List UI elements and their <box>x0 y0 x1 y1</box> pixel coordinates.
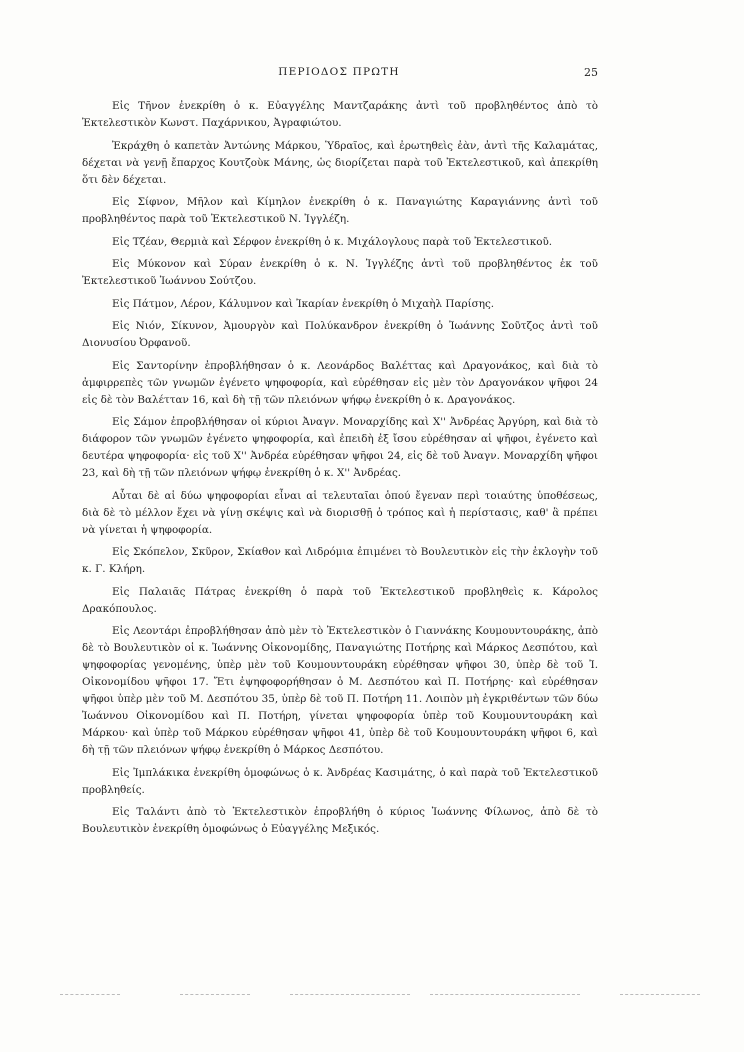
paragraph: Εἰς Ἰμπλάκικα ἐνεκρίθη ὁμοφώνως ὁ κ. Ἀνδρέας Κασιμάτης, ὁ καὶ παρὰ τοῦ Ἐκτελεστικοῦ προβληθείς. <box>82 766 598 796</box>
paragraph: Εἰς Τζέαν, Θερμιὰ καὶ Σέρφον ἐνεκρίθη ὁ κ. Μιχάλογλους παρὰ τοῦ Ἐκτελεστικοῦ. <box>112 235 553 248</box>
paragraph: Εἰς Σαντορίνην ἐπροβλήθησαν ὁ κ. Λεονάρδος Βαλέττας καὶ Δραγονάκος, καὶ διὰ τὸ ἀμφιρρεπὲς τῶν γνωμῶν ἐγένετο ψηφοφορία, καὶ εὑρέθησαν εἰς μὲν τὸν Δραγονάκον ψῆφοι 24 εἰς δὲ τὸν Βαλέτταν 16, καὶ δὴ τῇ τῶν πλειόνων ψήφῳ ἐνεκρίθη ὁ κ. Δραγονάκος. <box>82 359 598 406</box>
footer-rule <box>430 994 580 995</box>
footer-rule <box>620 994 700 995</box>
body-text <box>82 98 598 844</box>
paragraph: Εἰς Ταλάντι ἀπὸ τὸ Ἐκτελεστικὸν ἐπροβλήθη ὁ κύριος Ἰωάννης Φίλωνος, ἀπὸ δὲ τὸ Βουλευτικὸν ἐνεκρίθη ὁμοφώνως ὁ Εὐαγγέλης Μεξικός. <box>82 806 598 835</box>
paragraph: Εἰς Λεοντάρι ἐπροβλήθησαν ἀπὸ μὲν τὸ Ἐκτελεστικὸν ὁ Γιαννάκης Κουμουντουράκης, ἀπὸ δὲ τὸ Βουλευτικὸν οἱ κ. Ἰωάννης Οἰκονομίδης, Παναγιώτης Ποτήρης καὶ Μάρκος Δεσπότου, καὶ ψηφοφορίας γενομένης, ὑπὲρ μὲν τοῦ Κουμουντουράκη εὑρέθησαν ψῆφοι 30, ὑπὲρ δὲ τοῦ Ἰ. Οἰκονομίδου ψῆφοι 17. Ἔτι ἐψηφοφορήθησαν ὁ Μ. Δεσπότου καὶ Π. Ποτήρης· καὶ εὑρέθησαν ψῆφοι ὑπὲρ μὲν τοῦ Μ. Δεσπότου 35, ὑπὲρ δὲ τοῦ Π. Ποτήρη 11. Λοιπὸν μὴ ἐγκριθέντων τῶν δύω Ἰωάννου Οἰκονομίδου καὶ Π. Ποτήρη, γίνεται ψηφοφορία ὑπὲρ τοῦ Κουμουντουράκη καὶ Μάρκου· καὶ ὑπὲρ τοῦ Μάρκου εὑρέθησαν ψῆφοι 41, ὑπὲρ δὲ τοῦ Κουμουντουράκη ψῆφοι 6, καὶ δὴ τῇ τῶν πλειόνων ψήφῳ ἐνεκρίθη ὁ Μάρκος Δεσπότου. <box>82 625 598 756</box>
footer-rule <box>290 994 410 995</box>
paragraph: Αὗται δὲ αἱ δύω ψηφοφορίαι εἶναι αἱ τελευταῖαι ὁπού ἔγεναν περὶ τοιαύτης ὑποθέσεως, διὰ δὲ τὸ μέλλον ἔχει νὰ γίνῃ σκέψις καὶ νὰ διορισθῇ ὁ τρόπος καὶ ἡ περίστασις, καθ' ἃ πρέπει νὰ γίνεται ἡ ψηφοφορία. <box>82 489 598 536</box>
paragraph: Εἰς Σάμον ἐπροβλήθησαν οἱ κύριοι Ἀναγν. Μοναρχίδης καὶ Χ'' Ἀνδρέας Ἀργύρη, καὶ διὰ τὸ διάφορον τῶν γνωμῶν ἐγένετο ψηφοφορία, καὶ ἐπειδὴ ἐξ ἴσου εὑρέθησαν αἱ ψῆφοι, ἐγένετο καὶ δευτέρα ψηφοφορία· εἰς τοῦ Χ'' Ἀνδρέα εὑρέθησαν ψῆφοι 24, εἰς δὲ τοῦ Ἀναγν. Μοναρχίδη ψῆφοι 23, καὶ δὴ τῇ τῶν πλειόνων ψήφῳ ἐνεκρίθη ὁ κ. Χ'' Ἀνδρέας. <box>82 416 598 479</box>
paragraph: Εἰς Παλαιᾶς Πάτρας ἐνεκρίθη ὁ παρὰ τοῦ Ἐκτελεστικοῦ προβληθεὶς κ. Κάρολος Δρακόπουλος. <box>82 585 598 615</box>
running-title: ΠΕΡΙΟΔΟΣ ΠΡΩΤΗ <box>278 66 400 78</box>
scan-footer-marks <box>60 994 700 998</box>
paragraph: Εἰς Σκόπελον, Σκῦρον, Σκίαθον καὶ Λιδρόμια ἐπιμένει τὸ Βουλευτικὸν εἰς τὴν ἐκλογὴν τοῦ κ. Γ. Κλήρη. <box>82 546 598 575</box>
paragraph: Εἰς Νιόν, Σίκυνον, Ἀμουργὸν καὶ Πολύκανδρον ἐνεκρίθη ὁ Ἰωάννης Σοῦτζος ἀντὶ τοῦ Διονυσίου Ὀρφανοῦ. <box>82 320 598 349</box>
paragraph: Εἰς Σίφνον, Μῆλον καὶ Κίμηλον ἐνεκρίθη ὁ κ. Παναγιώτης Καραγιάννης ἀντὶ τοῦ προβληθέντος παρὰ τοῦ Ἐκτελεστικοῦ Ν. Ἰγγλέζη. <box>82 196 598 225</box>
footer-rule <box>60 994 120 995</box>
paragraph: Εἰς Μύκονον καὶ Σύραν ἐνεκρίθη ὁ κ. Ν. Ἰγγλέζης ἀντὶ τοῦ προβληθέντος ἐκ τοῦ Ἐκτελεστικοῦ Ἰωάννου Σούτζου. <box>82 258 598 287</box>
paragraph: Ἐκράχθη ὁ καπετὰν Ἀντώνης Μάρκου, Ὑδραῖος, καὶ ἐρωτηθεὶς ἐὰν, ἀντὶ τῆς Καλαμάτας, δέχεται νὰ γενῇ ἔπαρχος Κουτζοὺκ Μάνης, ὡς διορίζεται παρὰ τοῦ Ἐκτελεστικοῦ, καὶ ἀπεκρίθη ὅτι δὲν δέχεται. <box>82 139 598 186</box>
page-number: 25 <box>584 66 598 79</box>
running-header <box>80 66 598 82</box>
paragraph: Εἰς Τῆνον ἐνεκρίθη ὁ κ. Εὐαγγέλης Μαντζαράκης ἀντὶ τοῦ προβληθέντος ἀπὸ τὸ Ἐκτελεστικὸν Κωνστ. Παχάρνικου, Ἀγραφιώτου. <box>82 100 598 129</box>
paragraph: Εἰς Πάτμον, Λέρον, Κάλυμνον καὶ Ἰκαρίαν ἐνεκρίθη ὁ Μιχαὴλ Παρίσης. <box>112 297 495 310</box>
footer-rule <box>180 994 250 995</box>
